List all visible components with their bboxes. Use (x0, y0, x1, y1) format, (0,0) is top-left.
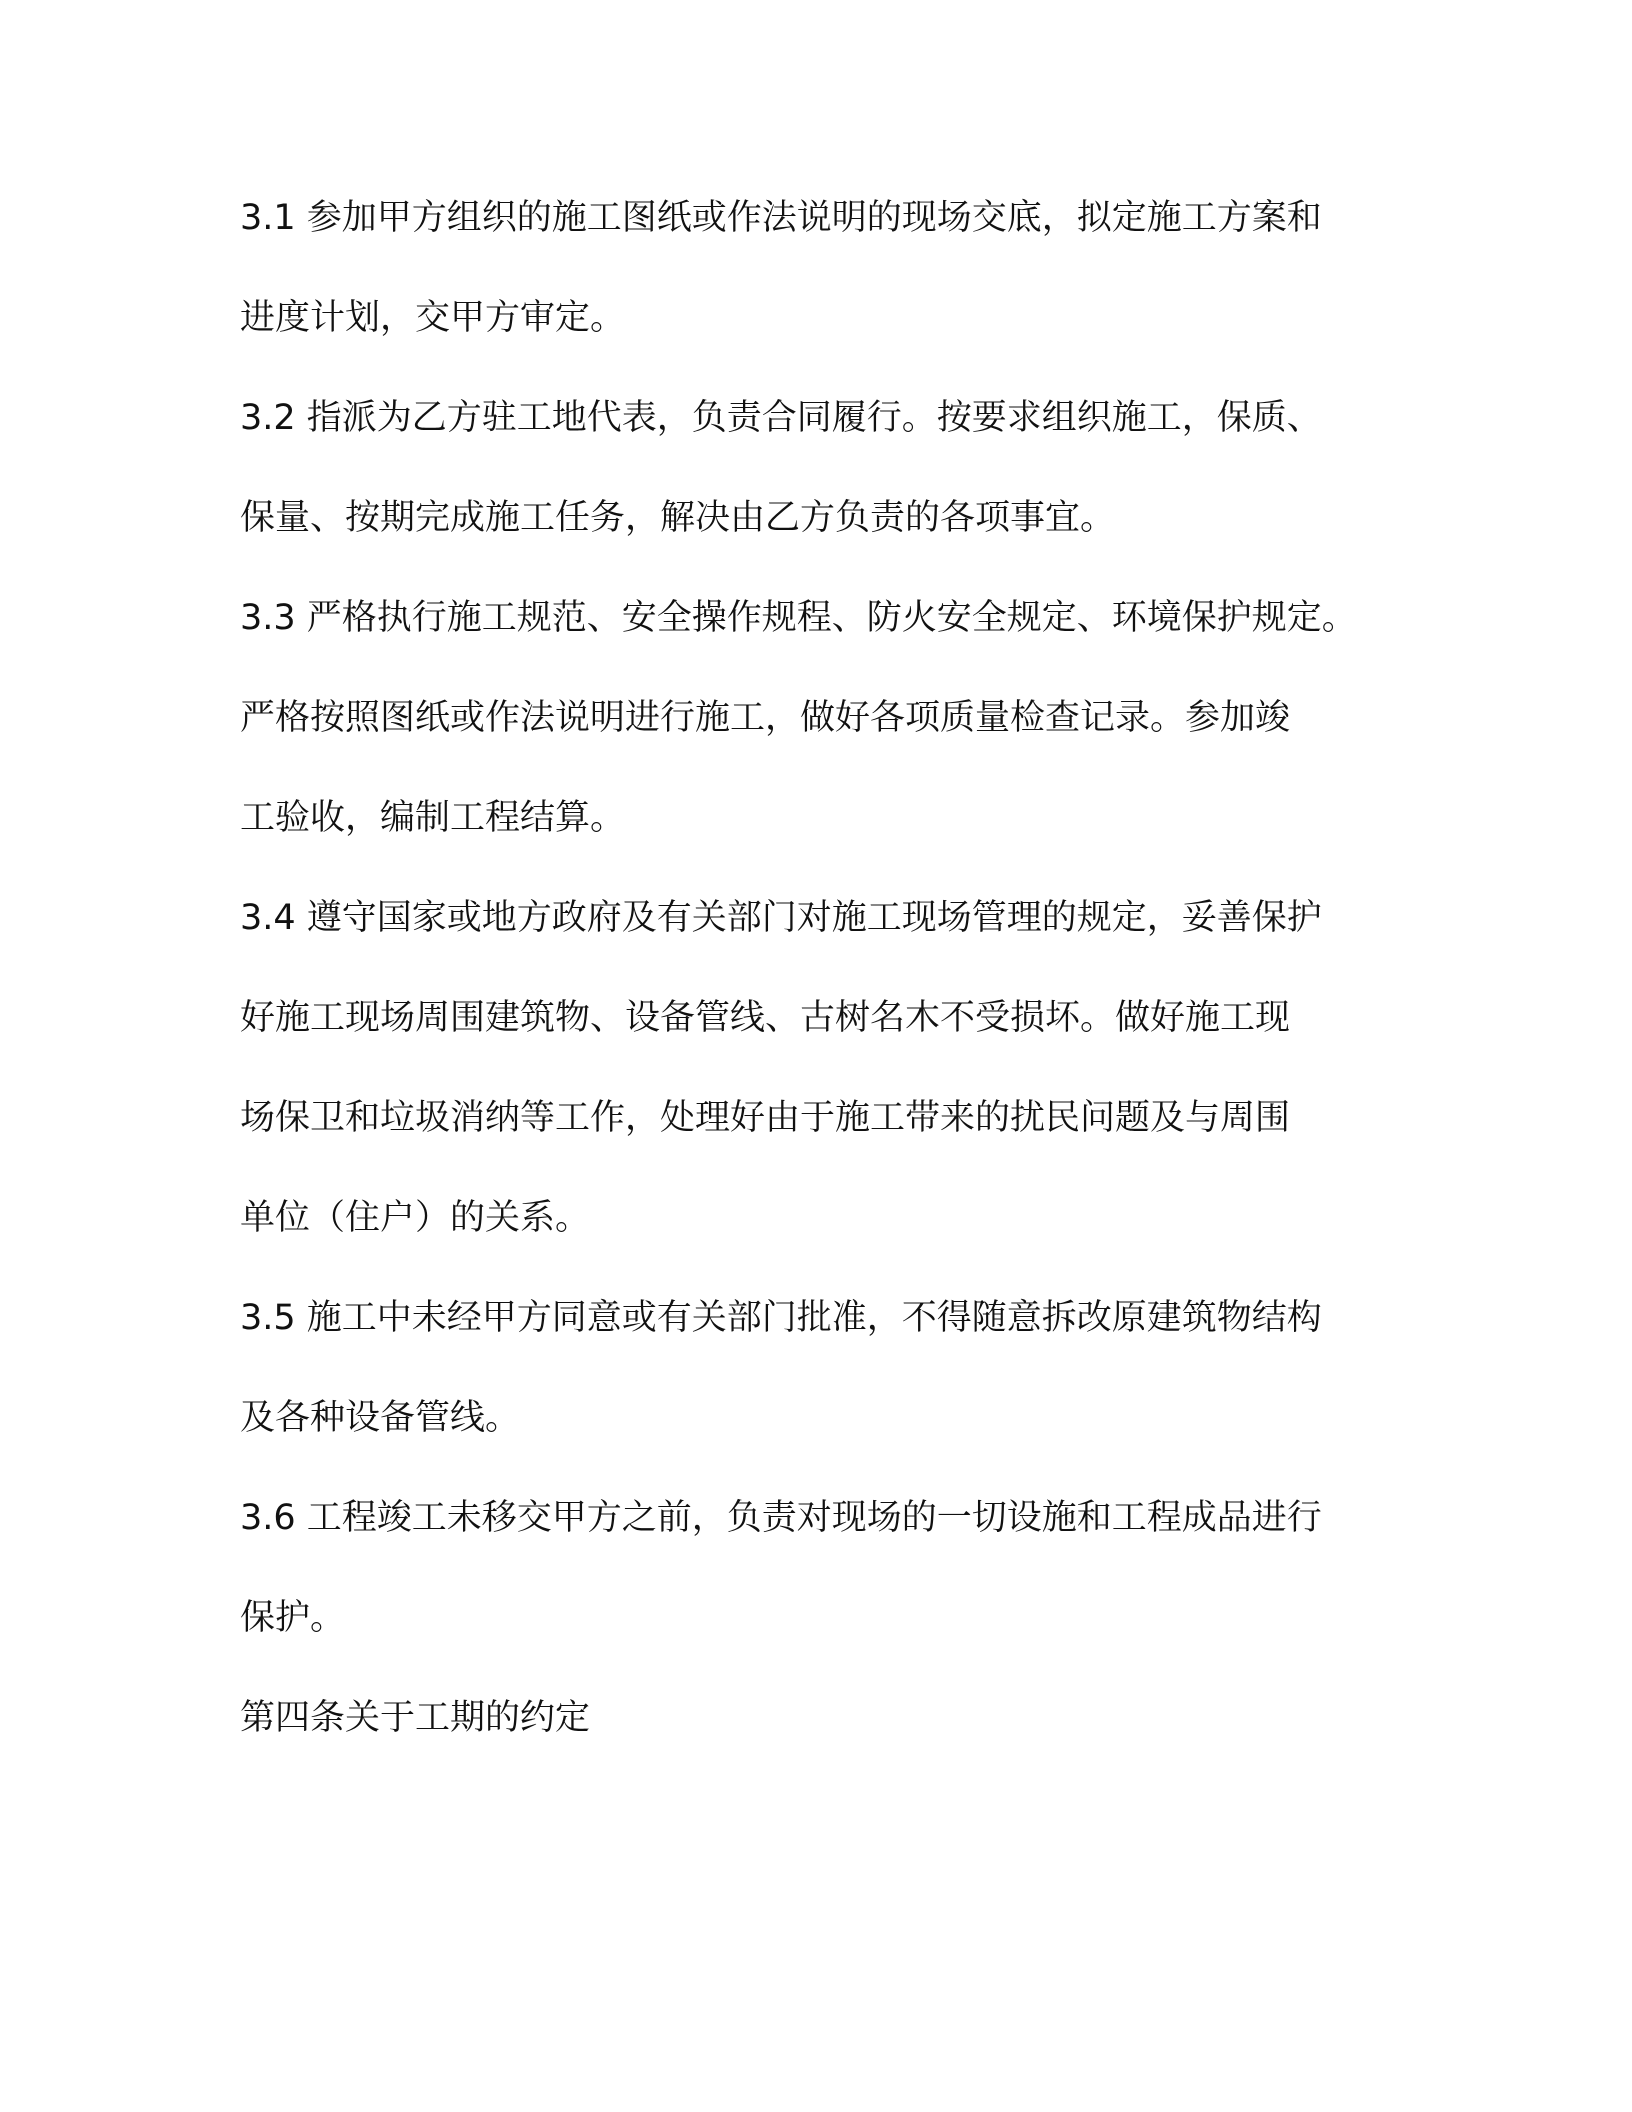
text-line: 保量、按期完成施工任务，解决由乙方负责的各项事宜。 (240, 498, 1116, 538)
text-line: 严格按照图纸或作法说明进行施工，做好各项质量检查记录。参加竣 (240, 698, 1291, 738)
text-line: 进度计划，交甲方审定。 (240, 298, 626, 338)
text-line: 保护。 (240, 1598, 346, 1638)
text-line: 及各种设备管线。 (240, 1398, 521, 1438)
text-line: 好施工现场周围建筑物、设备管线、古树名木不受损坏。做好施工现 (240, 998, 1291, 1038)
text-line: 3.3 严格执行施工规范、安全操作规程、防火安全规定、环境保护规定。 (240, 598, 1357, 638)
text-line: 工验收，编制工程结算。 (240, 798, 626, 838)
text-line: 3.4 遵守国家或地方政府及有关部门对施工现场管理的规定，妥善保护 (240, 898, 1322, 938)
text-line: 3.2 指派为乙方驻工地代表，负责合同履行。按要求组织施工，保质、 (240, 398, 1322, 438)
text-line: 场保卫和垃圾消纳等工作，处理好由于施工带来的扰民问题及与周围 (240, 1098, 1291, 1138)
text-line: 单位（住户）的关系。 (240, 1198, 591, 1238)
section-heading: 第四条关于工期的约定 (240, 1698, 591, 1738)
text-line: 3.6 工程竣工未移交甲方之前，负责对现场的一切设施和工程成品进行 (240, 1498, 1322, 1538)
text-line: 3.1 参加甲方组织的施工图纸或作法说明的现场交底，拟定施工方案和 (240, 198, 1322, 238)
text-line: 3.5 施工中未经甲方同意或有关部门批准，不得随意拆改原建筑物结构 (240, 1298, 1322, 1338)
